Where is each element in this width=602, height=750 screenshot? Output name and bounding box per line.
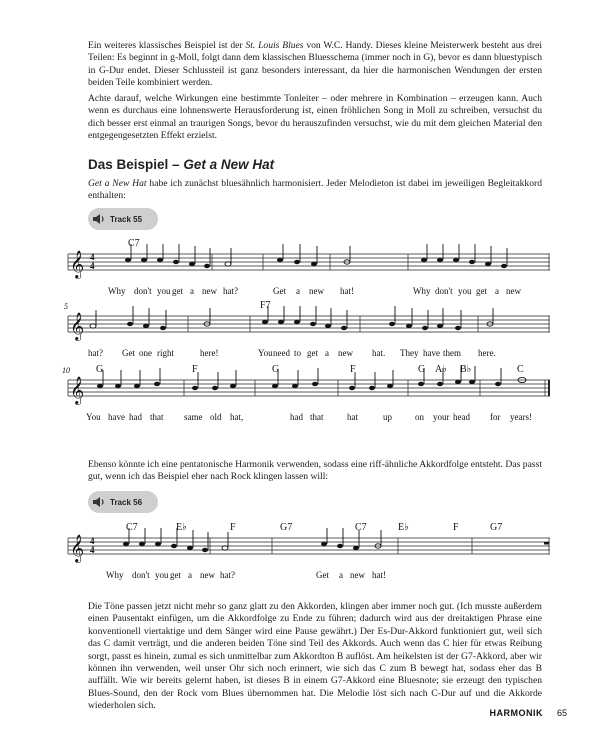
lyric: had [129,412,142,422]
lyric: have [108,412,125,422]
lyric: a [188,570,192,580]
lyric: head [453,412,470,422]
lyric: that [310,412,324,422]
lyric: a [339,570,343,580]
chord-symbol: C7 [355,522,367,533]
lyric: hat. [372,348,386,358]
song-title: St. Louis Blues [245,40,304,51]
time-signature-top: 4 [90,536,95,546]
lyric: old [210,412,222,422]
chord-symbol: F [192,364,198,375]
lyric: hat, [230,412,244,422]
lyric: Get [122,348,135,358]
lyric: Get [273,286,286,296]
chord-symbol: F [230,522,236,533]
measure-number: 10 [62,366,70,375]
audio-track-56[interactable] [88,491,158,513]
chord-symbol: E♭ [398,522,409,533]
lyric: You [258,348,273,358]
lyric: on [415,412,424,422]
lyric: you [458,286,472,296]
lyric: have [423,348,440,358]
lyric: new [506,286,521,296]
lyric: hat [347,412,358,422]
lyric: years! [510,412,532,422]
lyric: You [86,412,101,422]
lyric: Why [106,570,124,580]
lyric: you [155,570,169,580]
text-run: von W.C. Handy. Dieses kleine Meisterwerk besteht aus drei Teilen: Es beginnt in g-Moll, folgt dann dem klassischen Bluesschema (immer noch in G), bevor es dann bluestypisch in G-Dur endet. Dieser Schlussteil ist ganz besonders interessant, da hier die harmonischen Wendungen der ersten beiden Teile kombiniert werden. [88,40,542,89]
lyric: new [350,570,365,580]
song-title: Get a New Hat [88,178,147,189]
lyric: hat? [223,286,238,296]
treble-clef: 𝄞 [70,376,85,404]
lyric: hat! [372,570,386,580]
speaker-icon [92,495,106,509]
lyric: had [290,412,303,422]
chord-symbol: F [453,522,459,533]
staff-system-2 [60,302,550,362]
chord-symbol: G [96,364,104,375]
lyric: Why [108,286,126,296]
lyric: a [190,286,194,296]
lyric: need [273,348,290,358]
lyric: hat? [220,570,235,580]
harmonization-paragraph [88,178,542,203]
chord-symbol: E♭ [176,522,187,533]
lyric: them [443,348,461,358]
lyric: you [157,286,171,296]
lyric: new [338,348,353,358]
text-run: Ein weiteres klassisches Beispiel ist der [88,40,246,51]
lyric: new [309,286,324,296]
lyric: hat! [340,286,354,296]
lyric: new [202,286,217,296]
lyric: get [172,286,183,296]
treble-clef: 𝄞 [70,312,85,340]
lyric: Why [413,286,431,296]
treble-clef: 𝄞 [70,534,85,562]
lyric: get [170,570,181,580]
lyric: same [184,412,203,422]
lyric: here. [478,348,496,358]
chord-symbol: A♭ [435,364,447,375]
lyric: get [476,286,487,296]
chord-symbol: F [350,364,356,375]
heading-subtitle: Get a New Hat [183,157,275,172]
lyric: to [294,348,302,358]
lyric: up [383,412,392,422]
chord-symbol: G [418,364,426,375]
intro-paragraph [88,40,542,90]
measure-number: 5 [64,302,68,311]
chord-symbol: C [517,364,524,375]
audio-track-55[interactable] [88,208,158,230]
pentatonic-paragraph: Ebenso könnte ich eine pentatonische Harmonik verwenden, sodass eine riff-ähnliche Akkordfolge entsteht. Das passt gut, wenn ich das Beispiel eher nach Rock klingen lassen will: [88,459,542,483]
lyric: right [157,348,174,358]
section-label: HARMONIK [489,708,543,718]
track-label: Track 55 [110,214,143,224]
lyric: They [400,348,419,358]
lyric: don't [134,286,152,296]
heading-main: Das Beispiel – [88,157,184,172]
lyric: Get [316,570,329,580]
track-pill[interactable] [88,208,158,230]
chord-symbol: C7 [126,522,138,533]
page-number: 65 [556,708,567,718]
page-footer [489,708,567,718]
lyric: hat? [88,348,103,358]
analysis-paragraph: Die Töne passen jetzt nicht mehr so ganz glatt zu den Akkorden, klingen aber immer noch gut. (Ich musste außerdem einen Pausentakt einfügen, um die Akkordfolge zu Ende zu führen; dadurch wird aus der dreitaktigen Phrase eine konventionell viertaktige und dem Sänger wird eine Pause gewährt.) Der Es-Dur-Akkord funktioniert gut, weil sich das C damit verträgt, und die anderen beiden Töne sind Teil des Akkords. Auch wenn das C hier für etwas Reibung sorgt, passt es hinein, zumal es sich unmittelbar zum Akkordton B auflöst. Am heikelsten ist der G7-Akkord, aber wir können ihn verwenden, weil unser Ohr sich noch erinnert, wie sich das C zum B bewegt hat, sodass eher das B auffällt. Wie wir bereits gelernt haben, ist dieses B in einem G7-Akkord eine Bluesnote; sie erzeugt den typischen Blues-Sound, den der Rock vom Blues übernommen hat. Die Melodie löst sich nach C-Dur auf und die Akkorde wiederholen sich. [88,601,542,712]
lyric: a [495,286,499,296]
track-pill[interactable] [88,491,158,513]
scale-paragraph: Achte darauf, welche Wirkungen eine bestimmte Tonleiter – oder mehrere in Kombination – erzeugen kann. Auch wenn es durchaus eine lohnenswerte Herausforderung ist, einen fröhlichen Song in Moll zu schreiben, versuchst du dich besser erst einmal an traurigen Songs, bevor du herauszufinden versuchst, wie du mit dem gleichen Material den entgegengesetzten Effekt erzielst. [88,93,542,142]
staff-system-1 [60,240,550,300]
lyric: a [325,348,329,358]
lyric: that [150,412,164,422]
chord-symbol: G7 [490,522,503,533]
lyric: don't [132,570,150,580]
chord-symbol: F7 [260,300,271,311]
text-run: habe ich zunächst bluesähnlich harmonisiert. Jeder Melodieton ist dabei im jeweiligen Begleitakkord enthalten: [88,178,542,202]
lyric: don't [435,286,453,296]
chord-symbol: C7 [128,238,140,249]
time-signature-bottom: 4 [90,545,95,555]
lyric: here! [200,348,219,358]
staff-system-4 [60,524,550,584]
speaker-icon [92,212,106,226]
chord-symbol: G [272,364,280,375]
chord-symbol: G7 [280,522,293,533]
lyric: a [296,286,300,296]
time-signature-top: 4 [90,252,95,262]
chord-symbol: B♭ [460,364,472,375]
track-label: Track 56 [110,497,143,507]
time-signature-bottom: 4 [90,261,95,271]
lyric: get [307,348,318,358]
section-heading [88,157,274,172]
lyric: for [490,412,501,422]
lyric: new [200,570,215,580]
treble-clef: 𝄞 [70,250,85,278]
staff-system-3 [60,366,550,426]
lyric: your [433,412,450,422]
lyric: one [139,348,152,358]
